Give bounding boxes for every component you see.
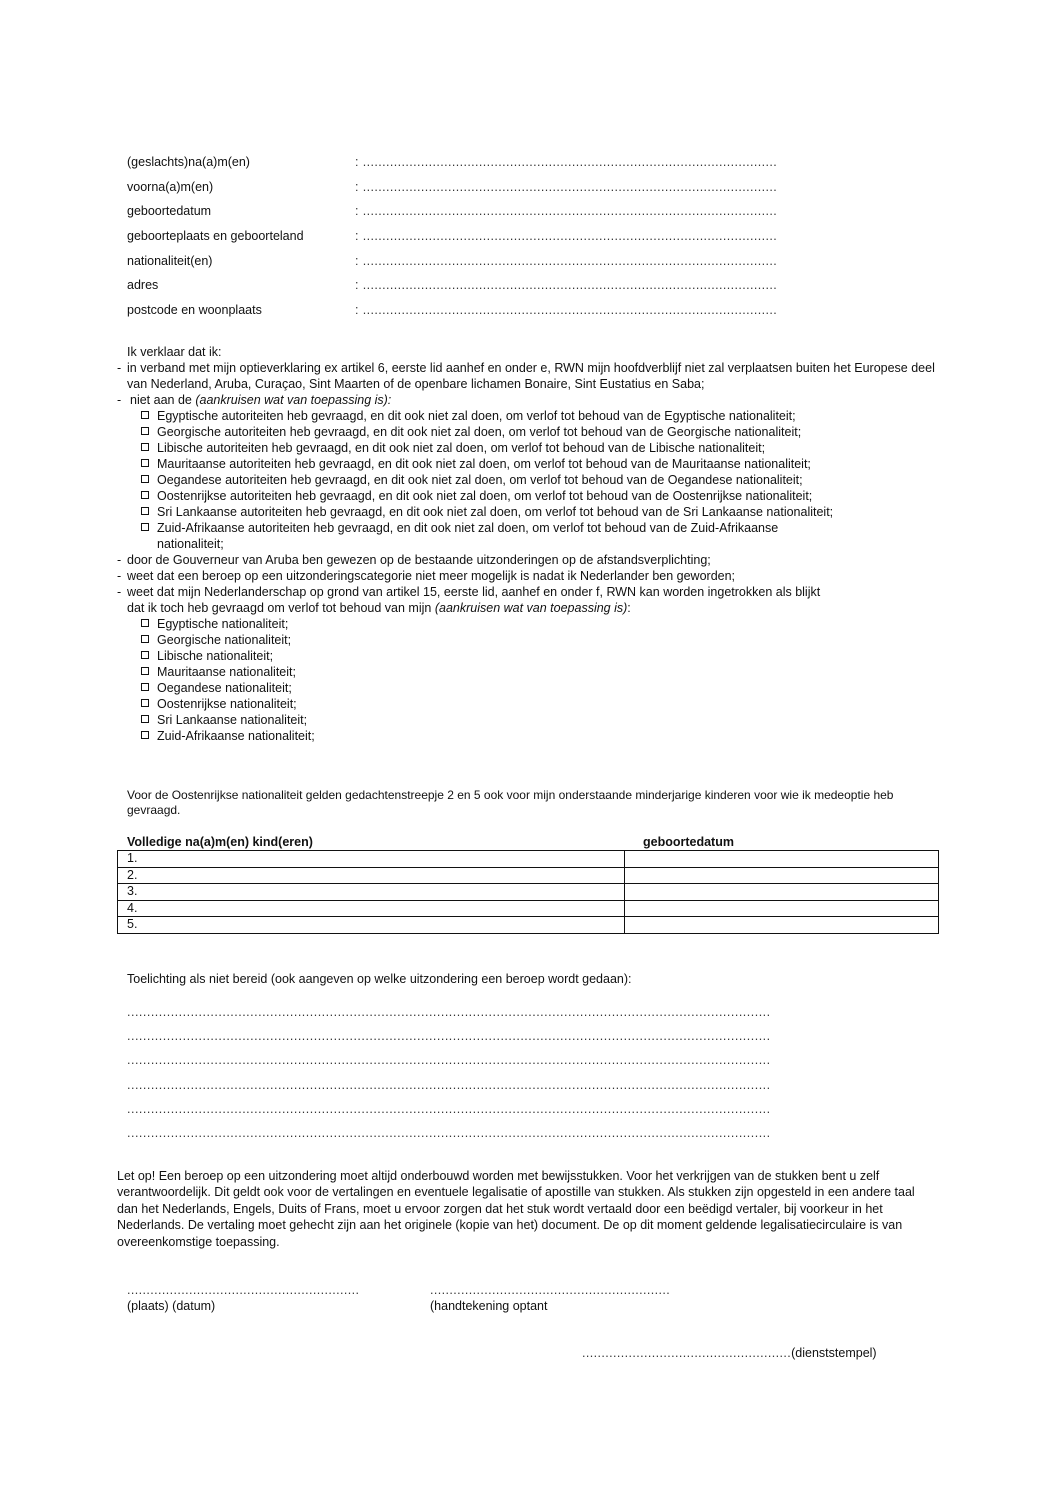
office-stamp bbox=[582, 1345, 877, 1361]
checkbox-option[interactable]: Mauritaanse nationaliteit; bbox=[117, 664, 947, 680]
dash: - bbox=[117, 393, 122, 407]
checkbox[interactable] bbox=[141, 491, 149, 499]
checkbox[interactable] bbox=[141, 699, 149, 707]
explanation-lines bbox=[127, 1004, 857, 1149]
child-birthdate-cell[interactable] bbox=[625, 851, 939, 868]
checkbox-option[interactable]: Egyptische autoriteiten heb gevraagd, en dit ook niet zal doen, om verlof tot behoud van de Egyptische nationaliteit; bbox=[117, 408, 947, 424]
field-label: nationaliteit(en) bbox=[127, 253, 213, 268]
child-birthdate-cell[interactable] bbox=[625, 900, 939, 917]
field-label: (geslachts)na(a)m(en) bbox=[127, 155, 250, 169]
checkbox-option[interactable]: Oostenrijkse nationaliteit; bbox=[117, 696, 947, 712]
children-table bbox=[117, 850, 939, 934]
column-header-birthdate: geboortedatum bbox=[643, 835, 734, 849]
fill-line[interactable]: : ........................................................................................................... bbox=[355, 253, 778, 268]
explanation-label: Toelichting als niet bereid (ook aangeven op welke uitzondering een beroep wordt gedaan): bbox=[127, 972, 632, 986]
field-label: adres bbox=[127, 278, 159, 293]
checkbox[interactable] bbox=[141, 443, 149, 451]
fill-line[interactable]: .................................................................................................................................................................. bbox=[127, 1101, 771, 1116]
checkbox[interactable] bbox=[141, 635, 149, 643]
fill-line[interactable]: : ........................................................................................................... bbox=[355, 204, 778, 219]
checkbox[interactable] bbox=[141, 619, 149, 627]
declaration bbox=[117, 344, 947, 744]
checkbox[interactable] bbox=[141, 667, 149, 675]
checkbox-option[interactable]: Mauritaanse autoriteiten heb gevraagd, en dit ook niet zal doen, om verlof tot behoud van de Mauritaanse nationaliteit; bbox=[117, 456, 947, 472]
fill-line[interactable]: .................................................................................................................................................................. bbox=[127, 1029, 771, 1044]
field-row-address bbox=[127, 277, 847, 302]
field-row-surname bbox=[127, 154, 847, 179]
option-continuation: nationaliteit; bbox=[157, 537, 224, 551]
fill-line[interactable]: : ........................................................................................................... bbox=[355, 155, 778, 169]
fill-line[interactable]: : ........................................................................................................... bbox=[355, 179, 778, 194]
declaration-item: - niet aan de (aankruisen wat van toepassing is): bbox=[117, 393, 392, 407]
checkbox[interactable] bbox=[141, 683, 149, 691]
checkbox-option[interactable]: Zuid-Afrikaanse autoriteiten heb gevraagd, en dit ook niet zal doen, om verlof tot behoud van de Zuid-Afrikaanse bbox=[117, 520, 947, 536]
field-row-birthdate bbox=[127, 203, 847, 228]
place-date-signature bbox=[127, 1284, 359, 1314]
declaration-item: - in verband met mijn optieverklaring ex artikel 6, eerste lid aanhef en onder e, RWN mijn hoofdverblijf niet zal verplaatsen buiten het Europese deel van Nederland, Aruba, Curaçao, Sint Maarten of de openbare lichamen Bonaire, Sint Eustatius en Saba; bbox=[117, 361, 935, 391]
declaration-item: - door de Gouverneur van Aruba ben gewezen op de bestaande uitzonderingen op de afstandsverplichting; bbox=[117, 553, 711, 567]
checkbox-option[interactable]: Libische nationaliteit; bbox=[117, 648, 947, 664]
declaration-item: - weet dat mijn Nederlanderschap op grond van artikel 15, eerste lid, aanhef en onder f, RWN kan worden ingetrokken als blijkt dat ik toch heb gevraagd om verlof tot behoud van mijn (aankruisen wat van toepassing is): bbox=[117, 585, 821, 615]
fill-line[interactable]: ............................................................ bbox=[127, 1283, 360, 1297]
fill-line[interactable]: .................................................................................................................................................................. bbox=[127, 1005, 771, 1019]
applicant-signature bbox=[430, 1284, 670, 1314]
field-label: voorna(a)m(en) bbox=[127, 179, 214, 194]
child-name-cell[interactable]: 4. bbox=[118, 900, 625, 917]
table-row bbox=[118, 884, 939, 901]
checkbox-option[interactable]: Oegandese autoriteiten heb gevraagd, en dit ook niet zal doen, om verlof tot behoud van de Oegandese nationaliteit; bbox=[117, 472, 947, 488]
checkbox[interactable] bbox=[141, 715, 149, 723]
signature-label: (handtekening optant bbox=[430, 1299, 548, 1313]
child-name-cell[interactable]: 3. bbox=[118, 884, 625, 901]
dash: - bbox=[117, 361, 122, 375]
declaration-intro: Ik verklaar dat ik: bbox=[127, 345, 222, 359]
checkbox-option[interactable]: Georgische autoriteiten heb gevraagd, en dit ook niet zal doen, om verlof tot behoud van de Georgische nationaliteit; bbox=[117, 424, 947, 440]
child-name-cell[interactable]: 5. bbox=[118, 917, 625, 934]
checkbox[interactable] bbox=[141, 427, 149, 435]
dash: - bbox=[117, 585, 122, 599]
personal-data-fields bbox=[127, 154, 847, 327]
fill-line[interactable]: : ........................................................................................................... bbox=[355, 303, 778, 318]
field-row-firstnames bbox=[127, 179, 847, 204]
fill-line[interactable]: .................................................................................................................................................................. bbox=[127, 1125, 771, 1140]
checkbox[interactable] bbox=[141, 731, 149, 739]
checkbox[interactable] bbox=[141, 411, 149, 419]
fill-line[interactable]: .................................................................................................................................................................. bbox=[127, 1077, 771, 1092]
checkbox-option[interactable]: Egyptische nationaliteit; bbox=[117, 616, 947, 632]
child-birthdate-cell[interactable] bbox=[625, 917, 939, 934]
checkbox-option[interactable]: Georgische nationaliteit; bbox=[117, 632, 947, 648]
fill-line[interactable]: .................................................................................................................................................................. bbox=[127, 1053, 771, 1068]
children-note: Voor de Oostenrijkse nationaliteit gelden gedachtenstreepje 2 en 5 ook voor mijn onderstaande minderjarige kinderen voor wie ik medeoptie heb gevraagd. bbox=[127, 788, 894, 817]
place-date-label: (plaats) (datum) bbox=[127, 1299, 216, 1313]
fill-line[interactable]: : ........................................................................................................... bbox=[355, 229, 778, 244]
declaration-item: - weet dat een beroep op een uitzonderingscategorie niet meer mogelijk is nadat ik Nederlander ben geworden; bbox=[117, 569, 736, 583]
dash: - bbox=[117, 569, 122, 583]
field-row-postcode bbox=[127, 302, 847, 327]
field-label: postcode en woonplaats bbox=[127, 303, 262, 318]
checkbox-option[interactable]: Libische autoriteiten heb gevraagd, en dit ook niet zal doen, om verlof tot behoud van de Libische nationaliteit; bbox=[117, 440, 947, 456]
field-row-nationality bbox=[127, 253, 847, 278]
fill-line[interactable]: .............................................................. bbox=[430, 1283, 671, 1297]
child-name-cell[interactable]: 1. bbox=[118, 851, 625, 868]
checkbox[interactable] bbox=[141, 651, 149, 659]
table-row bbox=[118, 867, 939, 884]
checkbox-option[interactable]: Sri Lankaanse nationaliteit; bbox=[117, 712, 947, 728]
dash: - bbox=[117, 553, 122, 567]
checkbox[interactable] bbox=[141, 507, 149, 515]
checkbox-option[interactable]: Sri Lankaanse autoriteiten heb gevraagd, en dit ook niet zal doen, om verlof tot behoud van de Sri Lankaanse nationaliteit; bbox=[117, 504, 947, 520]
stamp-label: (dienststempel) bbox=[791, 1346, 877, 1360]
checkbox-option[interactable]: Zuid-Afrikaanse nationaliteit; bbox=[117, 728, 947, 744]
field-label: geboortedatum bbox=[127, 204, 212, 219]
child-birthdate-cell[interactable] bbox=[625, 867, 939, 884]
field-row-birthplace bbox=[127, 228, 847, 253]
child-birthdate-cell[interactable] bbox=[625, 884, 939, 901]
fill-line[interactable]: : ........................................................................................................... bbox=[355, 278, 778, 293]
checkbox[interactable] bbox=[141, 523, 149, 531]
table-row bbox=[118, 900, 939, 917]
table-row bbox=[118, 917, 939, 934]
checkbox[interactable] bbox=[141, 459, 149, 467]
checkbox-option[interactable]: Oostenrijkse autoriteiten heb gevraagd, en dit ook niet zal doen, om verlof tot behoud van de Oostenrijkse nationaliteit; bbox=[117, 488, 947, 504]
field-label: geboorteplaats en geboorteland bbox=[127, 229, 304, 244]
fill-line[interactable]: ...................................................... bbox=[582, 1346, 792, 1360]
table-row bbox=[118, 851, 939, 868]
checkbox[interactable] bbox=[141, 475, 149, 483]
column-header-names: Volledige na(a)m(en) kind(eren) bbox=[127, 835, 313, 849]
checkbox-option[interactable]: Oegandese nationaliteit; bbox=[117, 680, 947, 696]
child-name-cell[interactable]: 2. bbox=[118, 867, 625, 884]
notice-paragraph: Let op! Een beroep op een uitzondering moet altijd onderbouwd worden met bewijsstukken. Voor het verkrijgen van de stukken bent u zelf verantwoordelijk. Dit geldt ook voor de vertalingen en eventuele legalisatie of apostille van stukken. Als stukken zijn opgesteld in een andere taal dan het Nederlands, Engels, Duits of Frans, moet u ervoor zorgen dat het stuk wordt vertaald door een beëdigd vertaler, bij voorkeur in het Nederlands. De vertaling moet gehecht zijn aan het originele (kopie van het) document. De op dit moment geldende legalisatiecirculaire is van overeenkomstige toepassing. bbox=[117, 1169, 915, 1249]
